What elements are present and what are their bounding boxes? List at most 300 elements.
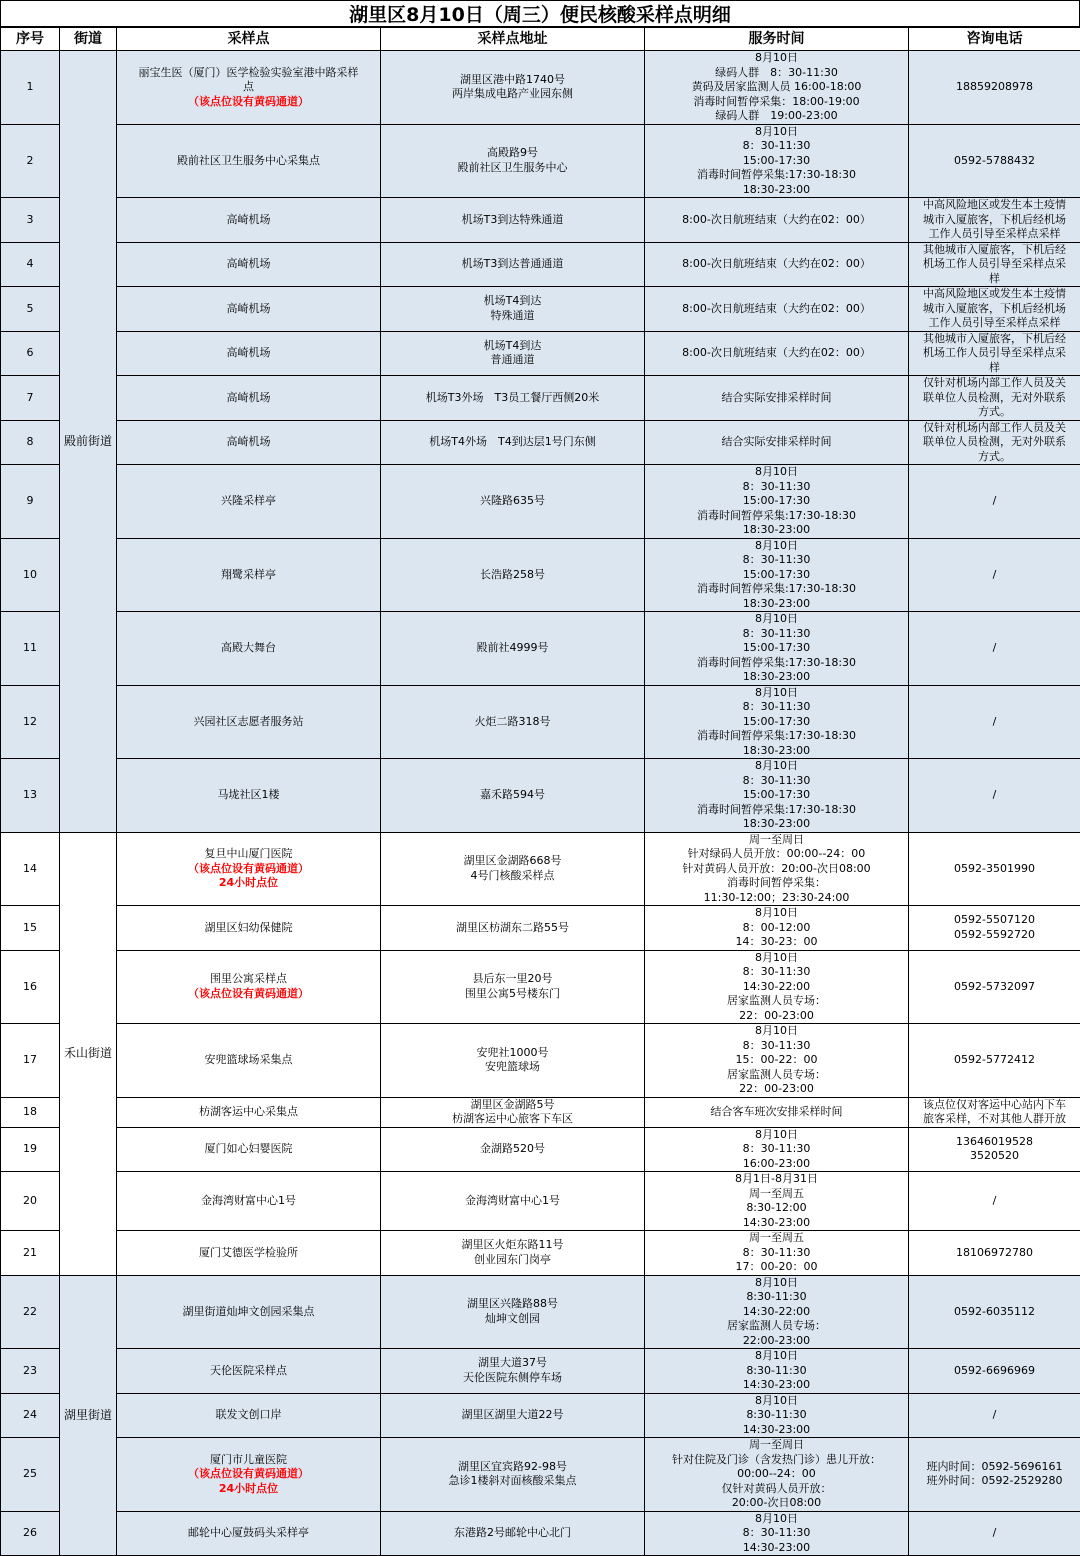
table-row (1, 420, 1080, 465)
cell-no: 10 (1, 538, 60, 612)
cell-line: 15:00-17:30 (647, 568, 906, 583)
cell-address (381, 1438, 645, 1512)
cell-line: 兴隆路635号 (383, 494, 642, 509)
cell-address (381, 287, 645, 332)
cell-line: 消毒时间暂停采集:17:30-18:30 (647, 168, 906, 183)
cell-line: 湖里区兴隆路88号 (383, 1297, 642, 1312)
cell-line: 急诊1楼斜对面核酸采集点 (383, 1474, 642, 1489)
cell-line: 消毒时间暂停采集： (647, 876, 906, 891)
cell-address (381, 612, 645, 686)
cell-line: 中高风险地区或发生本土疫情 (911, 287, 1078, 302)
header-phone: 咨询电话 (909, 28, 1080, 51)
cell-line: 8月10日 (647, 686, 906, 701)
cell-time (645, 198, 909, 243)
cell-line: 邮轮中心厦鼓码头采样亭 (119, 1526, 378, 1541)
cell-line: 天伦医院东侧停车场 (383, 1371, 642, 1386)
table-row (1, 832, 1080, 906)
table-row (1, 612, 1080, 686)
cell-site (117, 1231, 381, 1276)
cell-line: 东港路2号邮轮中心北门 (383, 1526, 642, 1541)
cell-site (117, 1097, 381, 1127)
cell-line: 8月10日 (647, 612, 906, 627)
cell-line: 22：00-23:00 (647, 1009, 906, 1024)
cell-site (117, 1511, 381, 1556)
cell-line: 兴隆采样亭 (119, 494, 378, 509)
table-row (1, 1438, 1080, 1512)
cell-line: 中高风险地区或发生本土疫情 (911, 198, 1078, 213)
cell-time (645, 759, 909, 833)
cell-line: 消毒时间暂停采集：18:00-19:00 (647, 95, 906, 110)
cell-phone (909, 1097, 1080, 1127)
cell-address (381, 759, 645, 833)
cell-line: 工作人员引导至采样点采样 (911, 316, 1078, 331)
cell-line: 15：00-22：00 (647, 1053, 906, 1068)
cell-time (645, 420, 909, 465)
cell-site (117, 1349, 381, 1394)
cell-site (117, 685, 381, 759)
cell-line: 居家监测人员专场： (647, 994, 906, 1009)
cell-time (645, 376, 909, 421)
cell-line: 24小时点位 (119, 1482, 378, 1497)
cell-line: 0592-5788432 (911, 154, 1078, 169)
cell-line: 城市入厦旅客，下机后经机场 (911, 213, 1078, 228)
cell-phone (909, 1393, 1080, 1438)
cell-phone (909, 1511, 1080, 1556)
cell-line: 8：30-11:30 (647, 553, 906, 568)
cell-line: 居家监测人员专场： (647, 1319, 906, 1334)
cell-no: 20 (1, 1172, 60, 1231)
table-row (1, 1349, 1080, 1394)
cell-line: 20:00-次日08:00 (647, 1496, 906, 1511)
cell-line: 湖里区湖里大道22号 (383, 1408, 642, 1423)
cell-line: 8：30-11:30 (647, 774, 906, 789)
cell-line: 机场T3外场 T3员工餐厅西侧20米 (383, 391, 642, 406)
cell-line: 高殿大舞台 (119, 641, 378, 656)
cell-phone (909, 1231, 1080, 1276)
cell-line: 其他城市入厦旅客，下机后经 (911, 332, 1078, 347)
table-row (1, 1097, 1080, 1127)
cell-time (645, 950, 909, 1024)
cell-site (117, 198, 381, 243)
cell-phone (909, 420, 1080, 465)
cell-line: 普通通道 (383, 353, 642, 368)
cell-line: 8月10日 (647, 1394, 906, 1409)
cell-address (381, 906, 645, 951)
cell-line: 14:30-23:00 (647, 1378, 906, 1393)
cell-line: 围里公寓采样点 (119, 972, 378, 987)
cell-no: 11 (1, 612, 60, 686)
cell-time (645, 832, 909, 906)
cell-line: 仅针对机场内部工作人员及关 (911, 421, 1078, 436)
cell-line: 18:30-23:00 (647, 817, 906, 832)
cell-site (117, 1024, 381, 1098)
cell-site (117, 1275, 381, 1349)
cell-line: 湖里区金湖路5号 (383, 1098, 642, 1113)
cell-time (645, 124, 909, 198)
cell-line: 样 (911, 361, 1078, 376)
cell-line: 高崎机场 (119, 257, 378, 272)
cell-address (381, 242, 645, 287)
table-row (1, 685, 1080, 759)
cell-line: 8:30-11:30 (647, 1408, 906, 1423)
cell-line: 8：30-11:30 (647, 480, 906, 495)
cell-line: 8月10日 (647, 465, 906, 480)
cell-line: 安兜社1000号 (383, 1046, 642, 1061)
cell-line: 创业园东门岗亭 (383, 1253, 642, 1268)
cell-line: 13646019528 (911, 1135, 1078, 1150)
cell-line: （该点位设有黄码通道） (119, 1467, 378, 1482)
table-row (1, 124, 1080, 198)
cell-line: 11:30-12:00；23:30-24:00 (647, 891, 906, 906)
cell-line: 绿码人群 19:00-23:00 (647, 109, 906, 124)
cell-address (381, 538, 645, 612)
cell-line: 17：00-20：00 (647, 1260, 906, 1275)
cell-line: / (911, 715, 1078, 730)
cell-street: 殿前街道 (60, 51, 117, 833)
cell-line: 高崎机场 (119, 435, 378, 450)
cell-no: 2 (1, 124, 60, 198)
cell-line: 18:30-23:00 (647, 670, 906, 685)
cell-line: 点 (119, 80, 378, 95)
cell-phone (909, 331, 1080, 376)
cell-no: 21 (1, 1231, 60, 1276)
cell-line: 4号门核酸采样点 (383, 869, 642, 884)
cell-line: / (911, 1408, 1078, 1423)
cell-line: 8:00-次日航班结束（大约在02：00） (647, 213, 906, 228)
cell-line: 15:00-17:30 (647, 715, 906, 730)
cell-line: 金海湾财富中心1号 (119, 1194, 378, 1209)
cell-line: 该点位仅对客运中心站内下车 (911, 1098, 1078, 1113)
cell-line: 殿前社区卫生服务中心 (383, 161, 642, 176)
cell-line: 湖里大道37号 (383, 1356, 642, 1371)
cell-phone (909, 685, 1080, 759)
table-row (1, 1511, 1080, 1556)
cell-line: 14：30-23：00 (647, 935, 906, 950)
cell-line: 复旦中山厦门医院 (119, 847, 378, 862)
table-row (1, 331, 1080, 376)
cell-no: 8 (1, 420, 60, 465)
cell-site (117, 906, 381, 951)
cell-line: 18106972780 (911, 1246, 1078, 1261)
cell-line: 高殿路9号 (383, 146, 642, 161)
cell-line: 湖里区枋湖东二路55号 (383, 921, 642, 936)
cell-address (381, 950, 645, 1024)
cell-line: 周一至周五 (647, 1187, 906, 1202)
cell-site (117, 287, 381, 332)
header-street: 街道 (60, 28, 117, 51)
cell-phone (909, 242, 1080, 287)
cell-line: 仅针对机场内部工作人员及关 (911, 376, 1078, 391)
cell-line: 8：30-11:30 (647, 139, 906, 154)
cell-phone (909, 1024, 1080, 1098)
header-address: 采样点地址 (381, 28, 645, 51)
cell-time (645, 1172, 909, 1231)
cell-phone (909, 1172, 1080, 1231)
cell-time (645, 612, 909, 686)
cell-address (381, 1511, 645, 1556)
cell-line: 班外时间：0592-2529280 (911, 1474, 1078, 1489)
cell-time (645, 287, 909, 332)
cell-line: 8月10日 (647, 759, 906, 774)
cell-address (381, 1393, 645, 1438)
sheet-title: 湖里区8月10日（周三）便民核酸采样点明细 (0, 0, 1080, 27)
cell-no: 24 (1, 1393, 60, 1438)
cell-line: 8:30-12:00 (647, 1201, 906, 1216)
cell-line: 火炬二路318号 (383, 715, 642, 730)
cell-line: 消毒时间暂停采集:17:30-18:30 (647, 582, 906, 597)
cell-no: 15 (1, 906, 60, 951)
header-row (1, 28, 1080, 51)
cell-no: 25 (1, 1438, 60, 1512)
table-row (1, 1024, 1080, 1098)
cell-line: 8月10日 (647, 125, 906, 140)
cell-address (381, 685, 645, 759)
cell-line: 18:30-23:00 (647, 523, 906, 538)
cell-line: 湖里区妇幼保健院 (119, 921, 378, 936)
cell-phone (909, 612, 1080, 686)
cell-line: / (911, 788, 1078, 803)
table-row (1, 198, 1080, 243)
cell-site (117, 376, 381, 421)
cell-line: 联单位人员检测，无对外联系 (911, 435, 1078, 450)
cell-line: 8：30-11:30 (647, 1526, 906, 1541)
cell-line: 针对黄码人员开放：20:00-次日08:00 (647, 862, 906, 877)
table-row (1, 759, 1080, 833)
cell-line: （该点位设有黄码通道） (119, 987, 378, 1002)
cell-line: 黄码及居家监测人员 16:00-18:00 (647, 80, 906, 95)
cell-line: 8月10日 (647, 1349, 906, 1364)
cell-line: 8月10日 (647, 1276, 906, 1291)
cell-line: 仅针对黄码人员开放： (647, 1482, 906, 1497)
cell-address (381, 331, 645, 376)
cell-line: 两岸集成电路产业园东侧 (383, 87, 642, 102)
cell-no: 26 (1, 1511, 60, 1556)
cell-line: 方式。 (911, 405, 1078, 420)
cell-time (645, 685, 909, 759)
cell-line: 机场T4外场 T4到达层1号门东侧 (383, 435, 642, 450)
cell-line: 0592-6035112 (911, 1305, 1078, 1320)
cell-line: 0592-5772412 (911, 1053, 1078, 1068)
cell-line: / (911, 1526, 1078, 1541)
cell-line: 8:30-11:30 (647, 1364, 906, 1379)
cell-no: 16 (1, 950, 60, 1024)
cell-phone (909, 376, 1080, 421)
cell-no: 23 (1, 1349, 60, 1394)
cell-phone (909, 198, 1080, 243)
cell-line: 机场T4到达 (383, 294, 642, 309)
cell-line: 嘉禾路594号 (383, 788, 642, 803)
cell-line: 机场工作人员引导至采样点采 (911, 257, 1078, 272)
cell-line: 长浩路258号 (383, 568, 642, 583)
cell-time (645, 1275, 909, 1349)
cell-line: 8月10日 (647, 1128, 906, 1143)
cell-line: 枋湖客运中心旅客下车区 (383, 1112, 642, 1127)
cell-line: 8：30-11:30 (647, 1142, 906, 1157)
cell-no: 13 (1, 759, 60, 833)
cell-no: 6 (1, 331, 60, 376)
sampling-table (0, 27, 1080, 1556)
cell-line: 结合实际安排采样时间 (647, 391, 906, 406)
cell-line: 14:30-23:00 (647, 1423, 906, 1438)
cell-line: 机场T4到达 (383, 339, 642, 354)
cell-address (381, 198, 645, 243)
cell-street: 禾山街道 (60, 832, 117, 1275)
cell-site (117, 420, 381, 465)
cell-line: 特殊通道 (383, 309, 642, 324)
cell-address (381, 1172, 645, 1231)
table-row (1, 376, 1080, 421)
cell-line: 其他城市入厦旅客，下机后经 (911, 243, 1078, 258)
cell-line: 安兜篮球场 (383, 1060, 642, 1075)
cell-line: 周一至周五 (647, 1231, 906, 1246)
cell-line: 枋湖客运中心采集点 (119, 1105, 378, 1120)
cell-phone (909, 906, 1080, 951)
cell-time (645, 1097, 909, 1127)
cell-line: 0592-5507120 (911, 913, 1078, 928)
header-site: 采样点 (117, 28, 381, 51)
cell-address (381, 51, 645, 125)
cell-line: 高崎机场 (119, 302, 378, 317)
cell-no: 22 (1, 1275, 60, 1349)
cell-site (117, 465, 381, 539)
cell-line: 消毒时间暂停采集:17:30-18:30 (647, 729, 906, 744)
cell-line: 联发文创口岸 (119, 1408, 378, 1423)
header-time: 服务时间 (645, 28, 909, 51)
cell-line: 马垅社区1楼 (119, 788, 378, 803)
cell-line: 0592-3501990 (911, 862, 1078, 877)
cell-address (381, 1231, 645, 1276)
cell-line: 殿前社4999号 (383, 641, 642, 656)
table-row (1, 1127, 1080, 1172)
cell-line: 14:30-22:00 (647, 1305, 906, 1320)
cell-line: 15:00-17:30 (647, 641, 906, 656)
table-row (1, 1172, 1080, 1231)
cell-phone (909, 832, 1080, 906)
cell-address (381, 124, 645, 198)
cell-line: 8:00-次日航班结束（大约在02：00） (647, 257, 906, 272)
cell-line: 高崎机场 (119, 346, 378, 361)
cell-line: 22:00-23:00 (647, 1334, 906, 1349)
cell-site (117, 1172, 381, 1231)
cell-line: 工作人员引导至采样点采样 (911, 227, 1078, 242)
table-row (1, 1231, 1080, 1276)
cell-line: 湖里街道灿坤文创园采集点 (119, 1305, 378, 1320)
cell-no: 14 (1, 832, 60, 906)
table-row (1, 51, 1080, 125)
table-row (1, 906, 1080, 951)
cell-line: 8：30-11:30 (647, 1246, 906, 1261)
cell-line: 8月1日-8月31日 (647, 1172, 906, 1187)
cell-line: 8：30-11:30 (647, 1039, 906, 1054)
cell-phone (909, 1127, 1080, 1172)
cell-line: / (911, 568, 1078, 583)
cell-line: 天伦医院采样点 (119, 1364, 378, 1379)
cell-line: 针对住院及门诊（含发热门诊）患儿开放： (647, 1453, 906, 1468)
cell-line: 旅客采样，不对其他人群开放 (911, 1112, 1078, 1127)
cell-phone (909, 950, 1080, 1024)
table-row (1, 538, 1080, 612)
cell-line: 14:30-22:00 (647, 980, 906, 995)
cell-time (645, 538, 909, 612)
cell-address (381, 1127, 645, 1172)
cell-line: 18:30-23:00 (647, 744, 906, 759)
cell-line: 18:30-23:00 (647, 183, 906, 198)
cell-line: 翔鹭采样亭 (119, 568, 378, 583)
cell-line: 结合实际安排采样时间 (647, 435, 906, 450)
cell-time (645, 1127, 909, 1172)
cell-time (645, 242, 909, 287)
cell-line: 14:30-23:00 (647, 1216, 906, 1231)
cell-time (645, 906, 909, 951)
cell-phone (909, 124, 1080, 198)
cell-site (117, 950, 381, 1024)
cell-line: 安兜篮球场采集点 (119, 1053, 378, 1068)
cell-no: 1 (1, 51, 60, 125)
table-row (1, 950, 1080, 1024)
cell-line: 8月10日 (647, 951, 906, 966)
cell-line: 县后东一里20号 (383, 972, 642, 987)
cell-no: 17 (1, 1024, 60, 1098)
cell-line: 样 (911, 272, 1078, 287)
table-body (1, 51, 1080, 1556)
cell-line: 方式。 (911, 450, 1078, 465)
cell-address (381, 832, 645, 906)
cell-line: 16:00-23:00 (647, 1157, 906, 1172)
cell-no: 12 (1, 685, 60, 759)
cell-line: 消毒时间暂停采集:17:30-18:30 (647, 656, 906, 671)
cell-line: 8:30-11:30 (647, 1290, 906, 1305)
cell-line: / (911, 494, 1078, 509)
cell-line: 联单位人员检测，无对外联系 (911, 391, 1078, 406)
cell-phone (909, 51, 1080, 125)
table-row (1, 287, 1080, 332)
cell-address (381, 1349, 645, 1394)
cell-line: 8月10日 (647, 1512, 906, 1527)
cell-line: 机场T3到达普通通道 (383, 257, 642, 272)
table-row (1, 1275, 1080, 1349)
cell-line: 周一至周日 (647, 1438, 906, 1453)
cell-site (117, 331, 381, 376)
cell-line: 8:00-次日航班结束（大约在02：00） (647, 302, 906, 317)
cell-line: / (911, 1194, 1078, 1209)
cell-time (645, 331, 909, 376)
cell-line: 0592-5592720 (911, 928, 1078, 943)
cell-time (645, 1393, 909, 1438)
cell-no: 5 (1, 287, 60, 332)
cell-site (117, 51, 381, 125)
cell-line: 殿前社区卫生服务中心采集点 (119, 154, 378, 169)
cell-line: 围里公寓5号楼东门 (383, 987, 642, 1002)
cell-line: （该点位设有黄码通道） (119, 862, 378, 877)
cell-no: 18 (1, 1097, 60, 1127)
cell-line: 15:00-17:30 (647, 494, 906, 509)
cell-line: 15:00-17:30 (647, 154, 906, 169)
cell-street: 湖里街道 (60, 1275, 117, 1556)
cell-line: 厦门艾德医学检验所 (119, 1246, 378, 1261)
cell-phone (909, 287, 1080, 332)
cell-address (381, 1024, 645, 1098)
cell-no: 7 (1, 376, 60, 421)
cell-address (381, 1275, 645, 1349)
cell-line: 18859208978 (911, 80, 1078, 95)
cell-site (117, 612, 381, 686)
cell-site (117, 832, 381, 906)
cell-line: 金湖路520号 (383, 1142, 642, 1157)
table-row (1, 242, 1080, 287)
cell-no: 9 (1, 465, 60, 539)
cell-line: 结合客车班次安排采样时间 (647, 1105, 906, 1120)
cell-line: 8：30-11:30 (647, 965, 906, 980)
